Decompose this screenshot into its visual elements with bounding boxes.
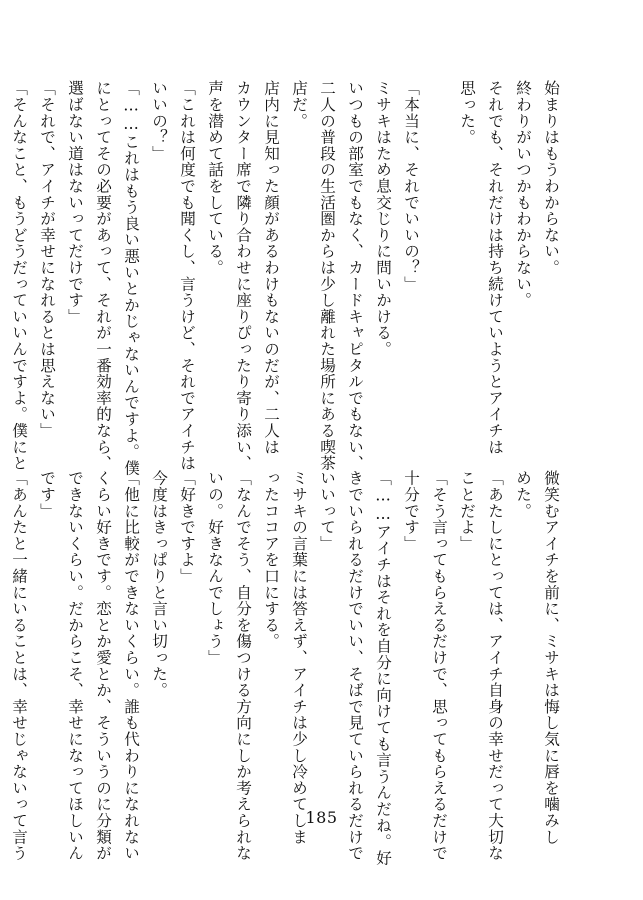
- text-column: 始まりはもうわからない。: [542, 80, 560, 276]
- text-column: [425, 80, 453, 480]
- text-column: 店だ。: [290, 80, 308, 129]
- text-column: 「本当に、それでいいの？」: [402, 80, 420, 292]
- text-column: 「そう言ってもらえるだけで、思ってもらえるだけで: [430, 470, 448, 862]
- text-column: いいって」: [318, 470, 336, 552]
- text-column: 「それで、アイチが幸せになれるとは思えない」: [38, 80, 56, 439]
- text-column: 店内に見知った顔があるわけもないのだが、二人は: [262, 80, 280, 455]
- text-column: 微笑むアイチを前に、ミサキは悔し気に唇を噛みし: [542, 470, 560, 845]
- text-column: いつもの部室でもなく、カードキャピタルでもない、: [346, 80, 364, 472]
- text-column: 十分です」: [402, 470, 420, 552]
- text-column: [0, 80, 5, 480]
- bottom-text-block: [10, 470, 565, 866]
- text-column: きでいられるだけでいい、そばで見ていられるだけで: [346, 470, 364, 862]
- text-column: 「なんでそう、自分を傷つける方向にしか考えられな: [234, 470, 252, 862]
- text-column: ミサキはため息交じりに問いかける。: [374, 80, 392, 358]
- top-text-block: [10, 80, 565, 480]
- text-column: それでも、それだけは持ち続けていようとアイチは: [486, 80, 504, 455]
- page-number: 185: [305, 808, 338, 827]
- text-column: 声を潜めて話をしている。: [206, 80, 224, 276]
- text-column: 選ばない道はないってだけです」: [66, 80, 84, 325]
- text-column: です」: [38, 470, 56, 519]
- text-column: 「他に比較ができないくらい。誰も代わりになれない: [122, 470, 140, 862]
- text-column: 終わりがいつかもわからない。: [514, 80, 532, 309]
- text-column: いいの？」: [150, 80, 168, 162]
- text-column: いの。好きなんでしょう」: [206, 470, 224, 666]
- text-column: ミサキの言葉には答えず、アイチは少し冷めてしま: [290, 470, 308, 845]
- text-column: カウンター席で隣り合わせに座りぴったり寄り添い、: [234, 80, 252, 472]
- text-column: 「……アイチはそれを自分に向けても言うんだね。好: [374, 470, 392, 866]
- text-column: 「好きですよ」: [178, 470, 196, 585]
- text-column: 「……これはもう良い悪いとかじゃないんですよ。僕: [122, 80, 140, 476]
- text-column: できないくらい。だからこそ、幸せになってほしいん: [66, 470, 84, 862]
- text-column: ことだよ」: [458, 470, 476, 552]
- text-column: 思った。: [458, 80, 476, 146]
- text-column: 「これは何度でも聞くし、言うけど、それでアイチは: [178, 80, 196, 472]
- text-column: くらい好きです。恋とか愛とか、そういうのに分類が: [94, 470, 112, 862]
- text-column: 二人の普段の生活圏からは少し離れた場所にある喫茶: [318, 80, 336, 472]
- text-column: ったココアを口にする。: [262, 470, 280, 650]
- text-column: 今度はきっぱりと言い切った。: [150, 470, 168, 699]
- text-column: 「あんたと一緒にいることは、幸せじゃないって言う: [10, 470, 28, 862]
- text-column: めた。: [514, 470, 532, 519]
- text-column: 「そんなこと、もうどうだっていいんですよ。僕にと: [10, 80, 28, 472]
- text-column: にとってその必要があって、それが一番効率的なら、: [94, 80, 112, 472]
- text-column: 「あたしにとっては、アイチ自身の幸せだって大切な: [486, 470, 504, 862]
